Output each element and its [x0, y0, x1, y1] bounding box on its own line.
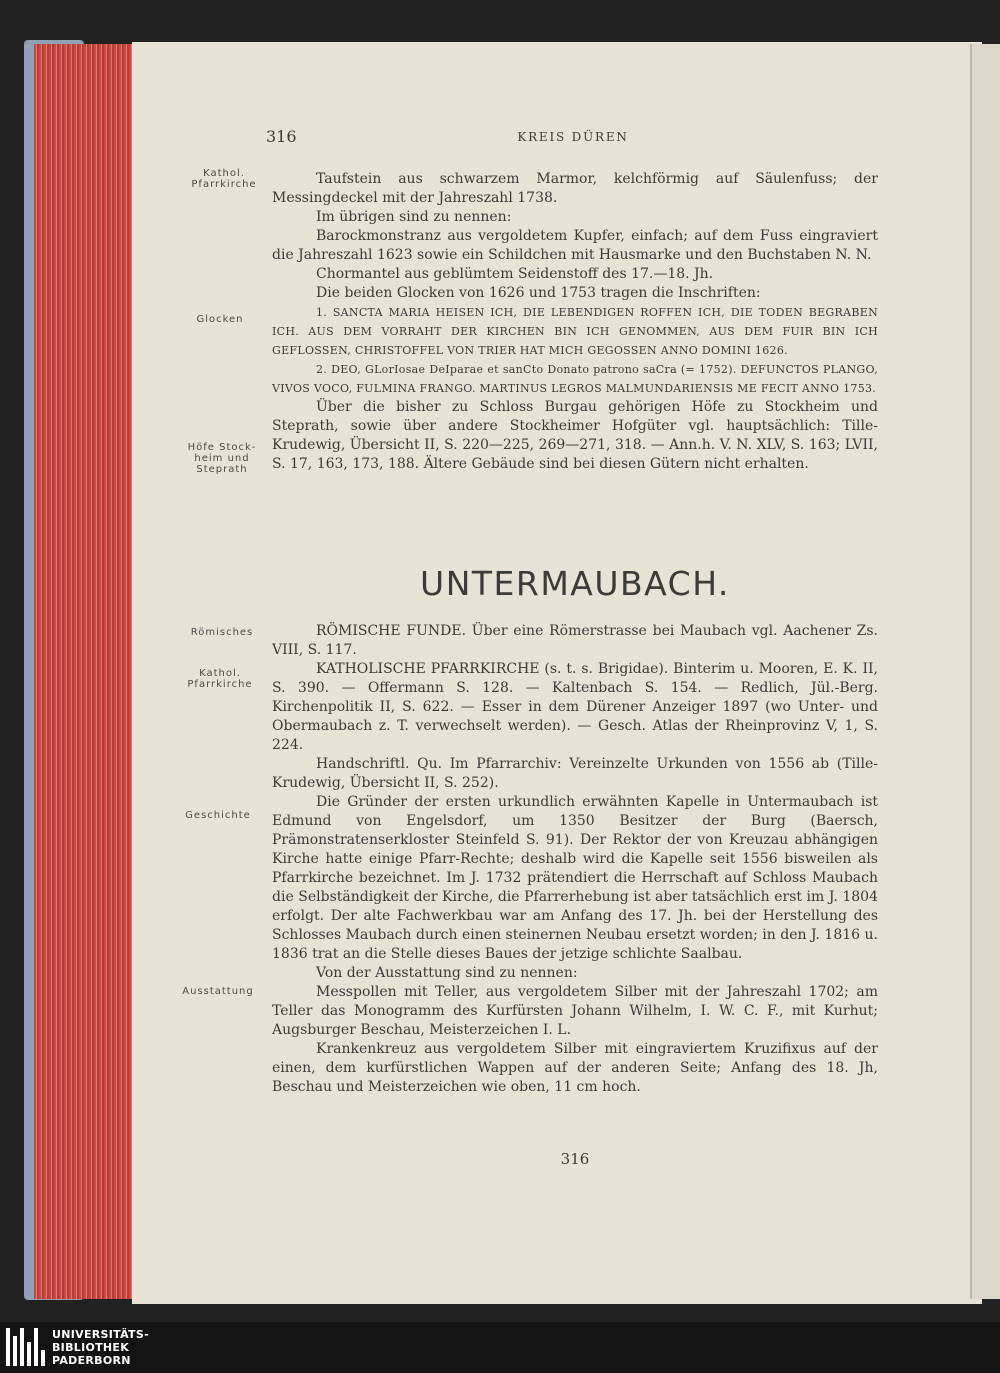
sidenote-glocken	[174, 314, 266, 325]
sidenote-kathol-pfarrkirche-1	[178, 168, 270, 190]
sidenote-roemisches	[176, 627, 268, 638]
body-block-1	[272, 170, 878, 474]
sidenote-line: Römisches	[190, 627, 254, 638]
sidenote-line: Kathol.	[199, 668, 241, 679]
paragraph-roemische-funde: RÖMISCHE FUNDE. Über eine Römerstrasse bei Maubach vgl. Aachener Zs. VIII, S. 117.	[272, 623, 878, 658]
sidenote-geschichte	[172, 810, 264, 821]
paragraph-geschichte: Die Gründer der ersten urkundlich erwähnten Kapelle in Untermaubach ist Edmund von Engelsdorf, um 1350 Besitzer der Burg (Baersch, Prämonstratenserkloster Steinfeld S. 91). Der Rektor der von Kreuzau abhängigen Kirche hatte einige Pfarr-Rechte; deshalb wird die Kapelle seit 1556 bisweilen als Pfarrkirche bezeichnet. Im J. 1732 prätendiert die Herrschaft auf Schloss Maubach die Selbständigkeit der Kirche, die Pfarrerhebung ist aber tatsächlich erst im J. 1804 erfolgt. Der alte Fachwerkbau war am Anfang des 17. Jh. bei der Herstellung des Schlosses Maubach durch einen steinernen Neubau ersetzt worden; in den J. 1816 u. 1836 trat an die Stelle dieses Baues der jetzige schlichte Saalbau.	[272, 794, 878, 962]
sidenote-kathol-pfarrkirche-2	[174, 668, 266, 690]
section-title: UNTERMAUBACH.	[420, 564, 730, 603]
sidenote-hoefe	[176, 442, 268, 475]
header-page-number: 316	[266, 127, 297, 146]
running-title: KREIS DÜREN	[517, 130, 629, 144]
page-edges	[34, 44, 136, 1299]
paragraph-taufstein: Taufstein aus schwarzem Marmor, kelchförmig auf Säulenfuss; der Messingdeckel mit der Jahreszahl 1738.	[272, 171, 878, 206]
logo-line: PADERBORN	[52, 1354, 131, 1367]
sidenote-ausstattung	[172, 986, 264, 997]
sidenote-line: Geschichte	[185, 810, 251, 821]
sidenote-line: heim und	[194, 453, 250, 464]
library-logo-text	[52, 1328, 149, 1367]
sidenote-line: Glocken	[196, 314, 244, 325]
paragraph-im-uebrigen: Im übrigen sind zu nennen:	[316, 209, 512, 225]
paragraph-katholische-pfarrkirche: KATHOLISCHE PFARRKIRCHE (s. t. s. Brigidae). Binterim u. Mooren, E. K. II, S. 390. — Offermann S. 128. — Kaltenbach S. 154. — Redlich, Jül.-Berg. Kirchenpolitik II, S. 622. — Esser in dem Dürener Anzeiger 1897 (wo Unter- und Obermaubach z. T. verwechselt werden). — Gesch. Atlas der Rheinprovinz V, 1, S. 224.	[272, 661, 878, 753]
paragraph-messpollen: Messpollen mit Teller, aus vergoldetem Silber mit der Jahreszahl 1702; am Teller das Monogramm des Kurfürsten Johann Wilhelm, I. W. C. F., mit Kurhut; Augsburger Beschau, Meisterzeichen I. L.	[272, 984, 878, 1038]
sidenote-line: Kathol.	[203, 168, 245, 179]
sidenote-line: Höfe Stock-	[187, 442, 257, 453]
sidenote-line: Pfarrkirche	[191, 179, 257, 190]
inscription-1: 1. SANCTA MARIA HEISEN ICH, DIE LEBENDIGEN ROFFEN ICH, DIE TODEN BEGRABEN ICH. AUS DEM VORRAHT DER KIRCHEN BIN ICH GENOMMEN, AUS DEM FUIR BIN ICH GEFLOSSEN, CHRISTOFFEL VON TRIER HAT MICH GEGOSSEN ANNO DOMINI 1626.	[272, 306, 878, 357]
paragraph-glocken: Die beiden Glocken von 1626 und 1753 tragen die Inschriften:	[316, 285, 761, 301]
paragraph-ausstattung-intro: Von der Ausstattung sind zu nennen:	[316, 965, 578, 981]
inscription-2: 2. DEO, GLorIosae DeIparae et sanCto Donato patrono saCra (= 1752). DEFUNCTOS PLANGO, VIVOS VOCO, FULMINA FRANGO. MARTINUS LEGROS MALMUNDARIENSIS ME FECIT ANNO 1753.	[272, 363, 878, 395]
paragraph-krankenkreuz: Krankenkreuz aus vergoldetem Silber mit eingraviertem Kruzifixus auf der einen, dem kurfürstlichen Wappen auf der anderen Seite; Anfang des 18. Jh, Beschau und Meisterzeichen wie oben, 11 cm hoch.	[272, 1041, 878, 1095]
page-header	[266, 127, 880, 147]
paragraph-hoefe: Über die bisher zu Schloss Burgau gehörigen Höfe zu Stockheim und Steprath, sowie über andere Stockheimer Hofgüter vgl. hauptsächlich: Tille-Krudewig, Übersicht II, S. 220—225, 269—271, 318. — Ann.h. V. N. XLV, S. 163; LVII, S. 17, 163, 173, 188. Ältere Gebäude sind bei diesen Gütern nicht erhalten.	[272, 399, 878, 472]
sidenote-line: Steprath	[196, 464, 248, 475]
logo-line: BIBLIOTHEK	[52, 1341, 130, 1354]
library-logo-icon	[6, 1328, 46, 1366]
library-logo-bar	[0, 1322, 1000, 1373]
footer-page-number: 316	[560, 1150, 590, 1168]
logo-line: UNIVERSITÄTS-	[52, 1328, 149, 1341]
paragraph-chormantel: Chormantel aus geblümtem Seidenstoff des 17.—18. Jh.	[316, 266, 714, 282]
paragraph-handschriftl: Handschriftl. Qu. Im Pfarrarchiv: Vereinzelte Urkunden von 1556 ab (Tille-Krudewig, Übersicht II, S. 252).	[272, 756, 878, 791]
body-block-2	[272, 622, 878, 1097]
sidenote-line: Ausstattung	[182, 986, 254, 997]
facing-page-edge	[970, 44, 1000, 1299]
paragraph-barockmonstranz: Barockmonstranz aus vergoldetem Kupfer, einfach; auf dem Fuss eingraviert die Jahreszahl 1623 sowie ein Schildchen mit Hausmarke und den Buchstaben N. N.	[272, 228, 878, 263]
sidenote-line: Pfarrkirche	[187, 679, 253, 690]
